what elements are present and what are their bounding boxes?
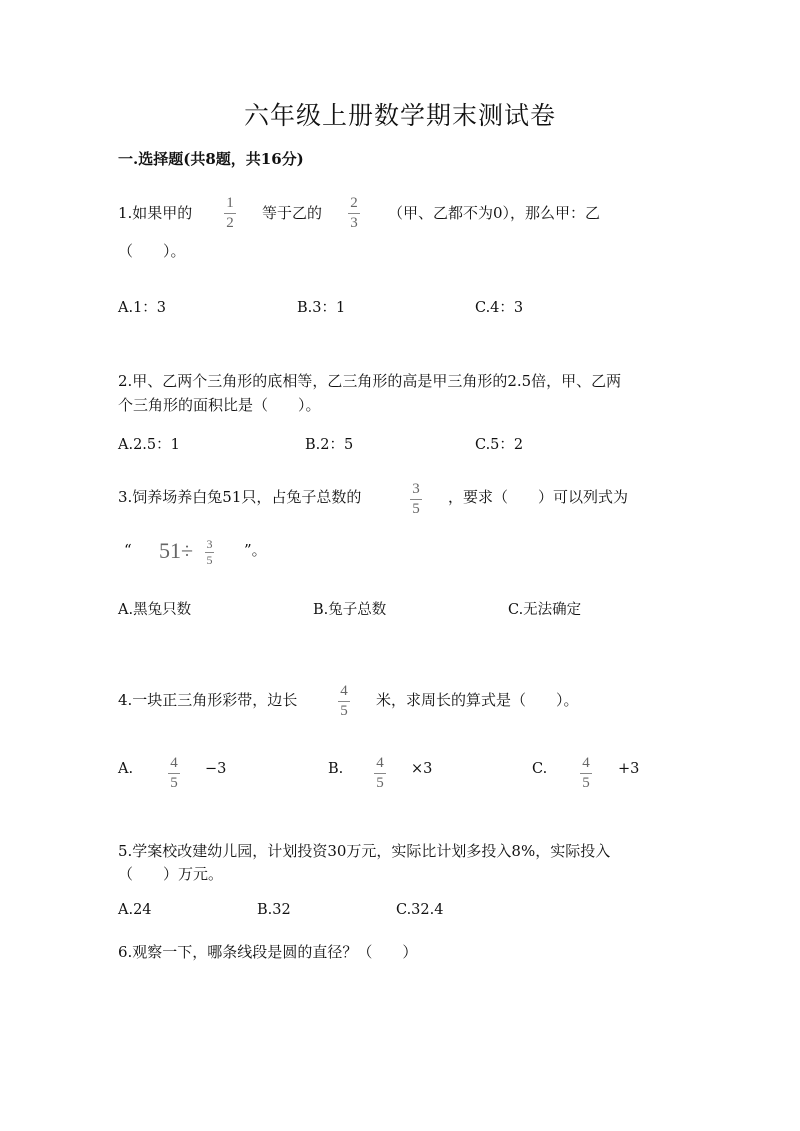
q3-option-a: A.黑兔只数 (118, 602, 192, 618)
q4-option-c-label: C. (532, 761, 548, 777)
q4-text-part2: 米，求周长的算式是（ ）。 (376, 691, 579, 709)
q3-frac-denominator: 5 (412, 501, 420, 517)
q6-line-1: 6.观察一下，哪条线段是圆的直径？（ ） (118, 943, 418, 961)
q4-text-part1: 4.一块正三角形彩带，边长 (118, 691, 298, 709)
q5-line-1: 5.学案校改建幼儿园，计划投资30万元，实际比计划多投入8%，实际投入 (118, 842, 611, 860)
fraction-bar (580, 773, 592, 774)
fraction-bar (168, 773, 180, 774)
q3-text-part1: 3.饲养场养白兔51只，占兔子总数的 (118, 488, 362, 506)
q4-option-b-fraction (374, 755, 386, 792)
q4-option-a-operation: −3 (205, 761, 227, 777)
q1-text-part2: 等于乙的 (262, 204, 323, 222)
q4-fraction (338, 683, 350, 720)
q4-option-b-operation: ×3 (411, 761, 433, 777)
q1-frac2-denominator: 3 (350, 215, 358, 231)
q1-frac2-numerator: 2 (350, 195, 358, 211)
q1-fraction-1 (224, 195, 236, 232)
q1-option-a: A.1：3 (118, 300, 167, 316)
q5-option-b: B.32 (257, 902, 291, 918)
q5-line-2: （ ）万元。 (118, 865, 224, 883)
q1-text-part1: 1.如果甲的 (118, 204, 193, 222)
q2-line-1: 2.甲、乙两个三角形的底相等，乙三角形的高是甲三角形的2.5倍，甲、乙两 (118, 372, 622, 390)
q3-expression: 51÷ (159, 538, 194, 563)
q3-frac-numerator: 3 (412, 481, 420, 497)
q1-option-b: B.3：1 (297, 300, 346, 316)
q3-expression-fraction (205, 538, 214, 567)
page-title: 六年级上册数学期末测试卷 (243, 101, 556, 130)
fraction-bar (374, 773, 386, 774)
q4-option-c-fraction (580, 755, 592, 792)
q5-option-a: A.24 (118, 902, 152, 918)
q3-quote-close: ”。 (244, 541, 267, 559)
q2-option-b: B.2：5 (305, 437, 354, 453)
section-heading: 一.选择题(共8题，共16分) (118, 150, 304, 168)
q4-b-denominator: 5 (376, 775, 384, 791)
q4-c-numerator: 4 (582, 755, 590, 771)
q1-option-c: C.4：3 (475, 300, 524, 316)
q4-frac-denominator: 5 (340, 703, 348, 719)
fraction-bar (224, 213, 236, 214)
q3-expr-denominator: 5 (206, 553, 213, 567)
q3-fraction (410, 481, 422, 518)
fraction-bar (348, 213, 360, 214)
q4-b-numerator: 4 (376, 755, 384, 771)
q3-option-c: C.无法确定 (508, 602, 582, 618)
q4-a-denominator: 5 (170, 775, 178, 791)
q4-option-c-operation: +3 (618, 761, 640, 777)
q2-option-a: A.2.5：1 (118, 437, 180, 453)
q1-text-part3: （甲、乙都不为0），那么甲：乙 (388, 204, 601, 222)
q3-text-part2: ，要求（ ）可以列式为 (448, 488, 629, 506)
q3-quote-open: “ (124, 541, 132, 559)
q1-fraction-2 (348, 195, 360, 232)
fraction-bar (410, 499, 422, 500)
q1-frac1-denominator: 2 (226, 215, 234, 231)
q3-expr-numerator: 3 (206, 537, 213, 551)
q2-option-c: C.5：2 (475, 437, 524, 453)
fraction-bar (338, 701, 350, 702)
q4-frac-numerator: 4 (340, 683, 348, 699)
q4-a-numerator: 4 (170, 755, 178, 771)
q4-c-denominator: 5 (582, 775, 590, 791)
q4-option-b-label: B. (328, 761, 344, 777)
q4-option-a-label: A. (118, 761, 134, 777)
q3-option-b: B.兔子总数 (313, 602, 387, 618)
q4-option-a-fraction (168, 755, 180, 792)
q1-frac1-numerator: 1 (226, 195, 234, 211)
q1-answer-blank: （ ）。 (118, 242, 186, 260)
q5-option-c: C.32.4 (396, 902, 444, 918)
q2-line-2: 个三角形的面积比是（ ）。 (118, 396, 321, 414)
